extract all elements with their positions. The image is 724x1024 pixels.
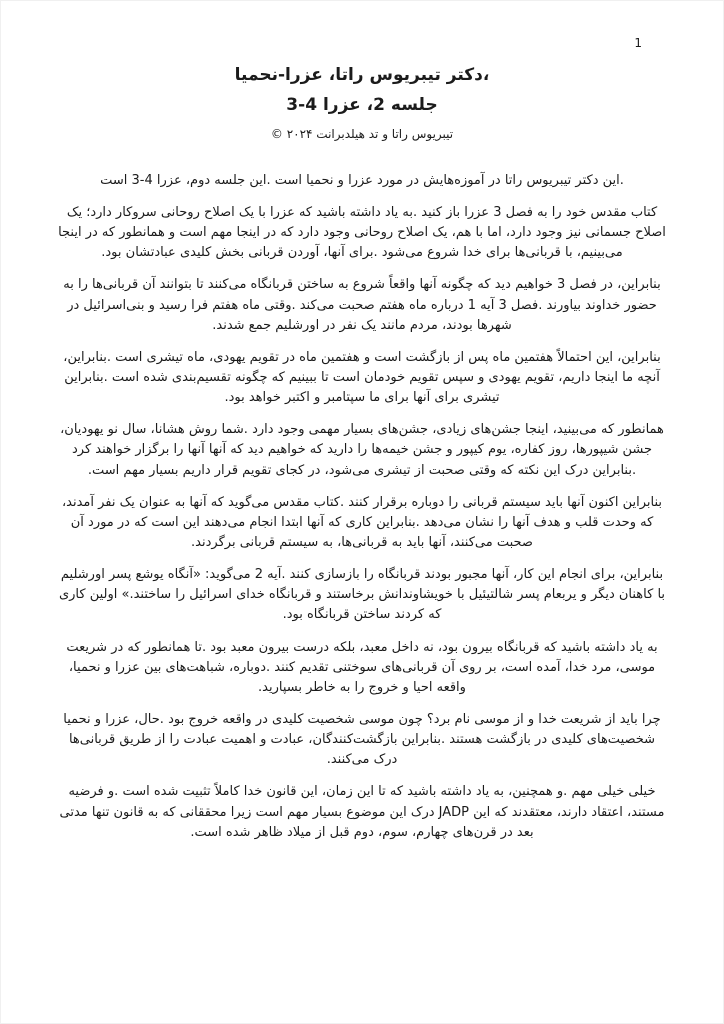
page-number: 1	[634, 36, 642, 50]
document-subtitle: جلسه 2، عزرا 4-3	[286, 94, 438, 115]
paragraph-3: بنابراین، در فصل 3 خواهیم دید که چگونه آنها واقعاً شروع به ساختن قربانگاه می‌کنند تا بتوانند آن قربانی‌ها را به حضور خداوند بیاورند .فصل 3 آیه 1 درباره ماه هفتم صحبت می‌کند .وقتی ماه هفتم فرا رسید و بنی‌اسرائیل در شهرها بودند، مردم مانند یک نفر در اورشلیم جمع شدند.	[63, 277, 661, 333]
document-title: ،دکتر تیبریوس راتا، عزرا-نحمیا	[234, 65, 490, 85]
paragraph-6: بنابراین اکنون آنها باید سیستم قربانی را دوباره برقرار کنند .کتاب مقدس می‌گوید که آنها به عنوان یک نفر آمدند، که وحدت قلب و هدف آنها را نشان می‌دهد .بنابراین کاری که آنها ابتدا انجام می‌دهند این است که در مورد آن صحبت می‌کنند، آنها باید به قربانی‌ها، به سیستم قربانی برگردند.	[61, 494, 663, 550]
document-header	[56, 64, 668, 141]
paragraph-7: بنابراین، برای انجام این کار، آنها مجبور بودند قربانگاه را بازسازی کنند .آیه 2 می‌گوید: «آنگاه یوشع پسر اورشلیم با کاهنان دیگر و یربعام پسر شالتیئیل با خویشاوندانش برخاستند و قربانگاه خدای اسرائیل را ساختند.» اولین کاری که کردند ساختن قربانگاه بود.	[58, 567, 666, 623]
document-body	[56, 171, 668, 843]
copyright-line: تیبریوس راتا و تد هیلدبرانت ۲۰۲۴ ©	[270, 126, 454, 141]
paragraph-9: چرا باید از شریعت خدا و از موسی نام برد؟ چون موسی شخصیت کلیدی در واقعه خروج بود .حال، عزرا و نحمیا شخصیت‌های کلیدی در بازگشت هستند .بنابراین بازگشت‌کنندگان، عبادت و اهمیت عبادت را از طریق قربانی‌ها درک می‌کنند.	[63, 711, 661, 768]
paragraph-1: .این دکتر تیبریوس راتا در آموزه‌هایش در مورد عزرا و نحمیا است .این جلسه دوم، عزرا 4-3 است	[100, 172, 624, 188]
paragraph-2: کتاب مقدس خود را به فصل 3 عزرا باز کنید .به یاد داشته باشید که عزرا با یک اصلاح روحانی سروکار دارد؛ یک اصلاح جسمانی نیز وجود دارد، اما با هم، یک اصلاح روحانی وجود دارد که در اینجا مهم است و همانطور که در اینجا می‌بینیم، با قربانی‌ها برای خدا شروع می‌شود .برای آنها، آوردن قربانی بخش کلیدی عبادتشان بود.	[58, 205, 666, 261]
paragraph-8: به یاد داشته باشید که قربانگاه بیرون بود، نه داخل معبد، بلکه درست بیرون معبد بود .تا همانطور که در شریعت موسی، مرد خدا، آمده است، بر روی آن قربانی‌های سوختنی تقدیم کنند .دوباره، شباهت‌های بین عزرا و نحمیا، واقعه احیا و خروج را به خاطر بسپارید.	[66, 639, 658, 695]
paragraph-5: همانطور که می‌بینید، اینجا جشن‌های زیادی، جشن‌های بسیار مهمی وجود دارد .شما روش هشانا، سال نو یهودیان، جشن شیپورها، روز کفاره، یوم کیپور و جشن خیمه‌ها را دارید که خواهیم دید که آنها آنها را برگزار خواهند کرد .بنابراین درک این نکته که وقتی صحبت از تیشری می‌شود، در کجای تقویم قرار داریم بسیار مهم است.	[60, 422, 664, 478]
paragraph-4: بنابراین، این احتمالاً هفتمین ماه پس از بازگشت است و هفتمین ماه در تقویم یهودی، ماه تیشری است .بنابراین، آنچه ما اینجا داریم، تقویم یهودی و سپس تقویم خودمان است تا ببینیم که چگونه تقسیم‌بندی شده است .بنابراین تیشری برای آنها برای ما سپتامبر و اکتبر خواهد بود.	[63, 349, 661, 406]
paragraph-10: خیلی خیلی مهم .و همچنین، به یاد داشته باشید که تا این زمان، این قانون خدا کاملاً تثبیت شده است .و فرضیه مستند، اعتقاد دارند، معتقدند که این JADP درک این موضوع بسیار مهم است زیرا محققانی که به قانون تنها مدتی بعد در قرن‌های چهارم، سوم، دوم قبل از میلاد ظاهر شده است.	[59, 784, 665, 840]
